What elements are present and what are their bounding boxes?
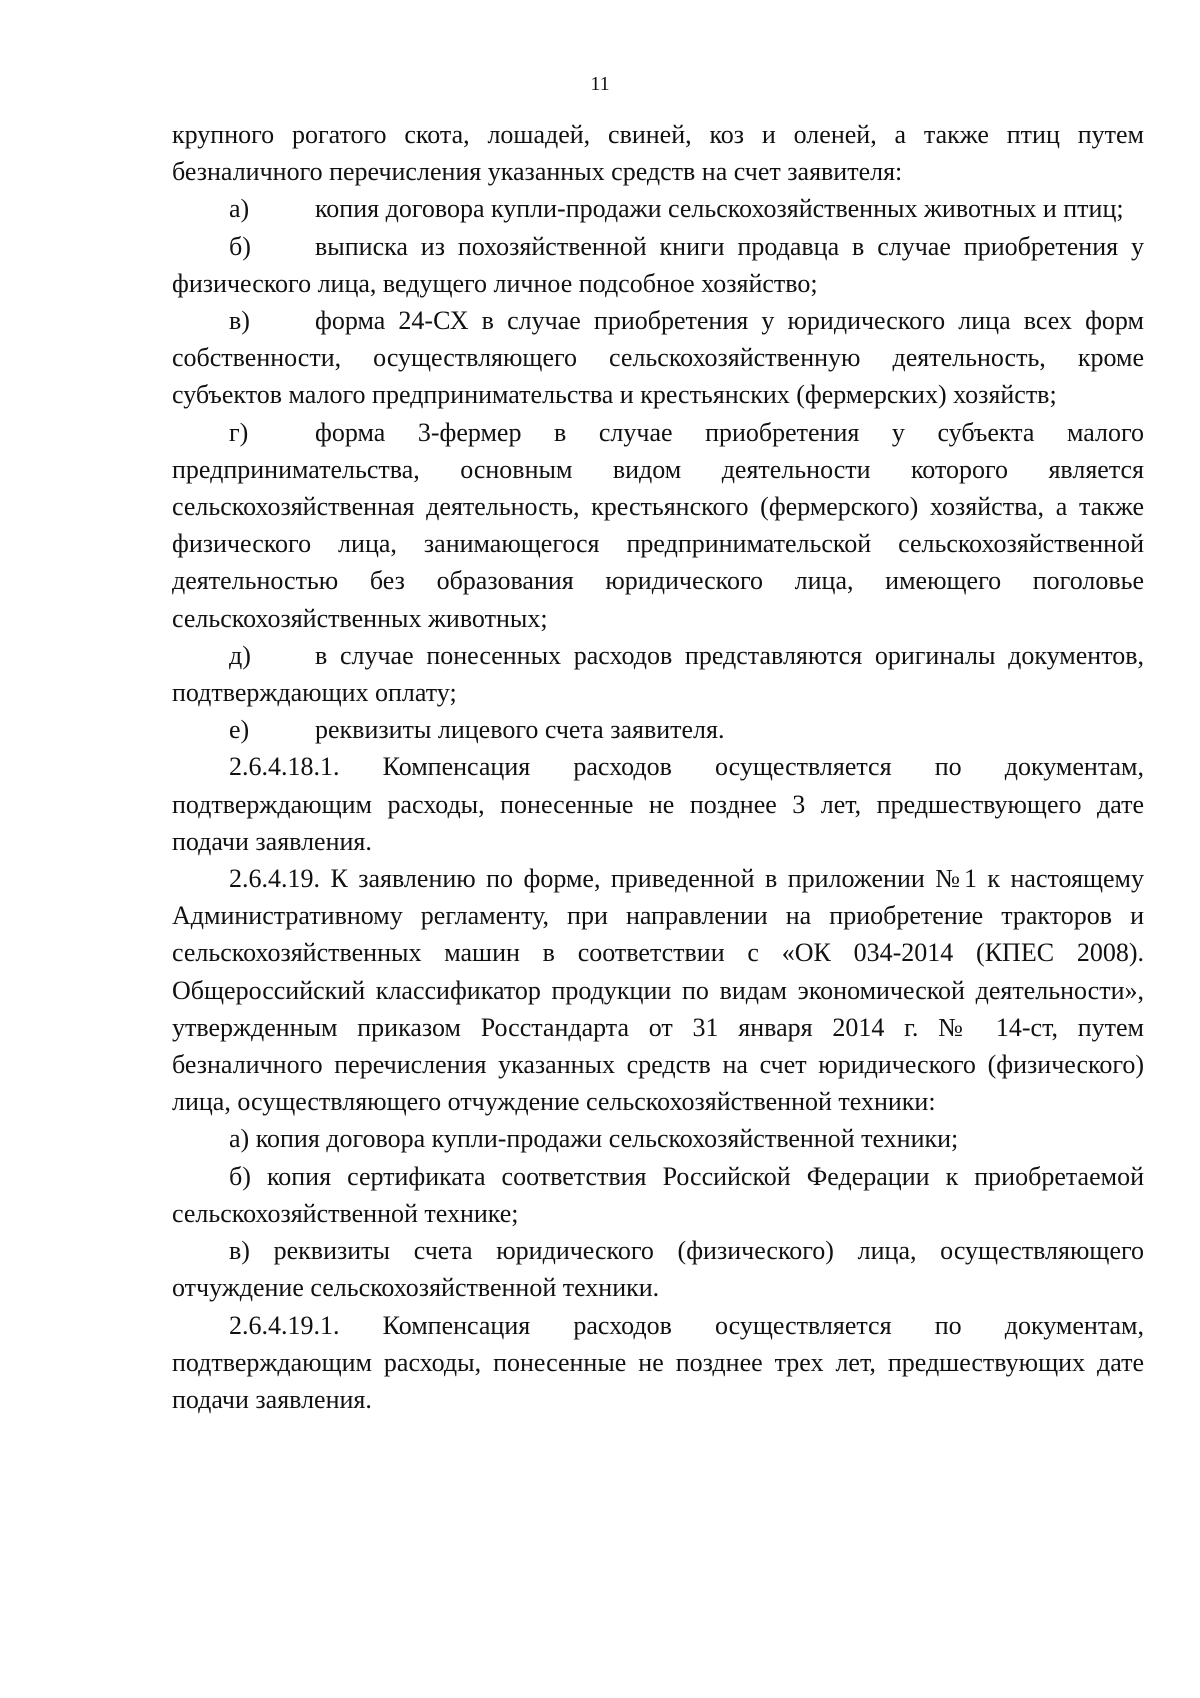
list-marker: е) [229, 715, 250, 745]
list-item-e [172, 711, 1144, 748]
page-number: 11 [590, 73, 610, 95]
list-marker: г) [229, 417, 249, 447]
clause-item-a: а) копия договора купли-продажи сельскохозяйственной техники; [229, 1124, 959, 1154]
list-marker: д) [229, 640, 251, 670]
list-item-v [172, 302, 1144, 414]
list-item-text: в случае понесенных расходов представляются оригиналы документов, подтверждающих оплату; [172, 640, 1144, 708]
list-item-d [172, 637, 1144, 711]
list-item-b [172, 228, 1144, 302]
list-marker: а) [229, 194, 250, 224]
clause-item-b: б) копия сертификата соответствия Российской Федерации к приобретаемой сельскохозяйственной технике; [172, 1161, 1144, 1228]
clause-2-6-4-19-1: 2.6.4.19.1. Компенсация расходов осуществляется по документам, подтверждающим расходы, понесенные не позднее трех лет, предшествующих дате подачи заявления. [172, 1310, 1144, 1414]
list-item-text: форма 3-фермер в случае приобретения у субъекта малого предпринимательства, основным видом деятельности которого является сельскохозяйственная деятельность, крестьянского (фермерского) хозяйства, а также физического лица, занимающегося предпринимательской сельскохозяйственной деятельностью без образования юридического лица, имеющего поголовье сельскохозяйственных животных; [172, 417, 1144, 633]
list-item-text: копия договора купли-продажи сельскохозяйственных животных и птиц; [315, 194, 1124, 224]
list-item-a [172, 190, 1144, 227]
clause-2-6-4-18-1: 2.6.4.18.1. Компенсация расходов осуществляется по документам, подтверждающим расходы, понесенные не позднее 3 лет, предшествующего дате подачи заявления. [172, 752, 1144, 856]
list-marker: б) [229, 231, 251, 261]
list-marker: в) [229, 306, 250, 336]
list-item-text: форма 24-СХ в случае приобретения у юридического лица всех форм собственности, осуществляющего сельскохозяйственную деятельность, кроме субъектов малого предпринимательства и крестьянских (фермерских) хозяйств; [172, 306, 1144, 410]
clause-item-v: в) реквизиты счета юридического (физического) лица, осуществляющего отчуждение сельскохозяйственной техники. [172, 1236, 1144, 1303]
document-body [172, 116, 1144, 1418]
list-item-g [172, 414, 1144, 637]
list-item-text: выписка из похозяйственной книги продавца в случае приобретения у физического лица, ведущего личное подсобное хозяйство; [172, 231, 1144, 298]
list-item-text: реквизиты лицевого счета заявителя. [315, 715, 725, 745]
clause-2-6-4-19: 2.6.4.19. К заявлению по форме, приведенной в приложении №1 к настоящему Административному регламенту, при направлении на приобретение тракторов и сельскохозяйственных машин в соответствии с «ОК 034-2014 (КПЕС 2008). Общероссийский классификатор продукции по видам экономической деятельности», утвержденным приказом Росстандарта от 31 января 2014 г. № 14-ст, путем безналичного перечисления указанных средств на счет юридического (физического) лица, осуществляющего отчуждение сельскохозяйственной техники: [172, 864, 1144, 1117]
paragraph-intro: крупного рогатого скота, лошадей, свиней, коз и оленей, а также птиц путем безналичного перечисления указанных средств на счет заявителя: [172, 120, 1144, 187]
